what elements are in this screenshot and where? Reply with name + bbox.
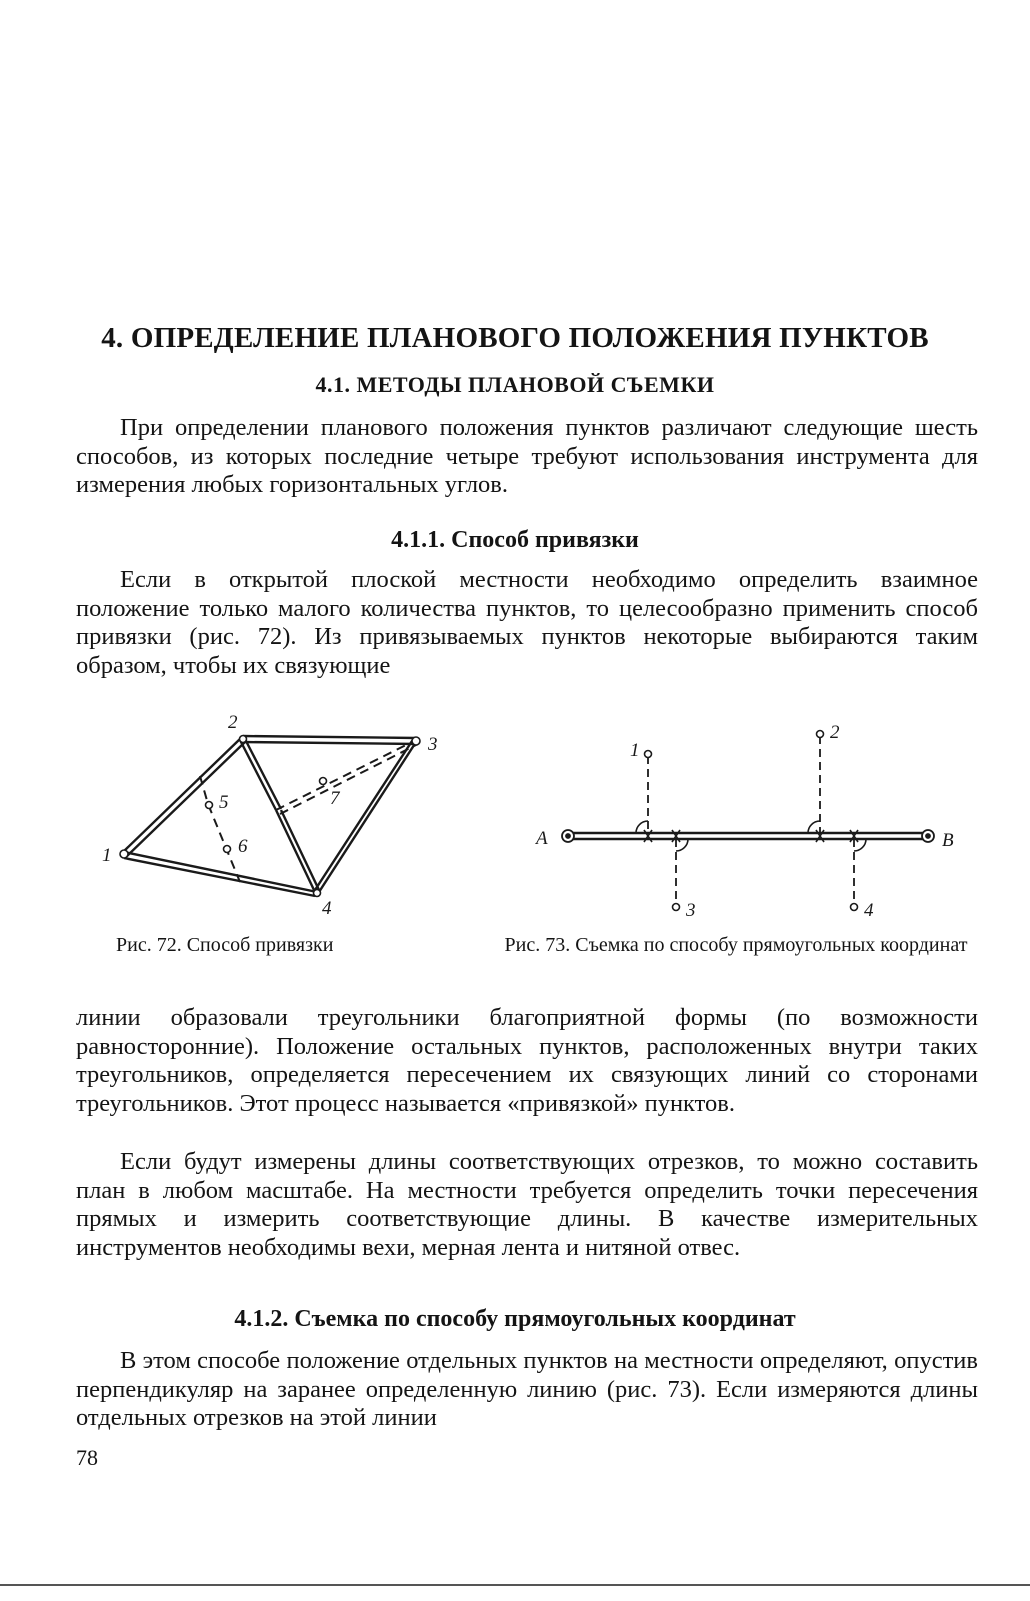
fig72-dashed-lines: [200, 740, 418, 882]
line-A-B: [572, 833, 924, 839]
fig73-label-A: A: [536, 828, 548, 849]
point-1: [645, 751, 652, 758]
figure-72: [100, 706, 460, 918]
cross-1: [644, 830, 652, 842]
point-6: [224, 846, 231, 853]
angle-4: [854, 839, 866, 851]
angle-3: [676, 839, 688, 851]
fig73-label-4: 4: [864, 900, 874, 921]
angle-2: [808, 821, 820, 833]
subsection-heading-binding: 4.1.1. Способ привязки: [391, 527, 639, 553]
figure-72-caption: Рис. 72. Способ привязки: [116, 934, 334, 956]
paragraph-triangles: линии образовали треугольники благоприятной формы (по возможности равносторонние). Положение остальных пунктов, расположенных внутри таких треугольников, определяется пересечением их связующих линий со сторонами треугольников. Этот процесс называется «привязкой» пунктов.: [76, 1004, 978, 1117]
point-2: [240, 736, 247, 743]
paragraph-binding-method: Если в открытой плоской местности необходимо определить взаимное положение только малого количества пунктов, то целесообразно применить способ привязки (рис. 72). Из привязываемых пунктов некоторые выбираются таким образом, чтобы их связующие: [76, 566, 978, 679]
point-A-center: [566, 834, 570, 838]
figure-72-drawing: [100, 706, 460, 918]
fig73-perpendiculars: [648, 736, 854, 904]
line-mid-4: [276, 810, 319, 890]
angle-1: [636, 821, 648, 833]
paragraph-measurement: Если будут измерены длины соответствующих отрезков, то можно составить план в любом масштабе. На местности требуется определить точки пересечения прямых и измерить соответствующие длины. В качестве измерительных инструментов необходимы вехи, мерная лента и нитяной отвес.: [76, 1148, 978, 1261]
fig73-label-2: 2: [830, 722, 840, 743]
chapter-heading: 4. ОПРЕДЕЛЕНИЕ ПЛАНОВОГО ПОЛОЖЕНИЯ ПУНКТОВ: [101, 322, 929, 354]
figure-73: [532, 716, 972, 922]
paragraph-intro: При определении планового положения пунктов различают следующие шесть способов, из которых последние четыре требуют использования инструмента для измерения любых горизонтальных углов.: [76, 414, 978, 499]
dashed-mid-3: [276, 740, 418, 814]
fig73-labels: [534, 722, 954, 921]
point-4: [314, 890, 321, 897]
point-5: [206, 802, 213, 809]
bottom-edge-line: [0, 1584, 1030, 1586]
fig72-label-7: 7: [330, 788, 340, 809]
point-7: [320, 778, 327, 785]
line-3-4: [315, 738, 418, 892]
fig72-label-6: 6: [238, 836, 248, 857]
fig73-end-points: [562, 830, 934, 842]
fig72-label-2: 2: [228, 712, 238, 733]
fig73-label-1: 1: [630, 740, 640, 761]
figure-73-caption: Рис. 73. Съемка по способу прямоугольных координат: [504, 934, 968, 956]
subsection-heading-coordinates: 4.1.2. Съемка по способу прямоугольных координат: [234, 1306, 796, 1332]
fig72-solid-lines: [123, 736, 418, 896]
point-2: [817, 731, 824, 738]
line-2-mid: [240, 739, 281, 810]
fig72-label-4: 4: [322, 898, 332, 918]
point-4: [851, 904, 858, 911]
section-heading: 4.1. МЕТОДЫ ПЛАНОВОЙ СЪЕМКИ: [315, 372, 715, 397]
fig72-label-3: 3: [428, 734, 438, 755]
paragraph-coordinates-method: В этом способе положение отдельных пунктов на местности определяют, опустив перпендикуляр на заранее определенную линию (рис. 73). Если измеряются длины отдельных отрезков на этой линии: [76, 1347, 978, 1432]
fig73-label-B: B: [942, 830, 954, 851]
point-3: [673, 904, 680, 911]
point-B-center: [926, 834, 930, 838]
fig73-label-3: 3: [686, 900, 696, 921]
page-number: 78: [76, 1445, 98, 1470]
figure-73-drawing: [532, 716, 972, 922]
line-2-3: [243, 736, 417, 744]
fig72-label-1: 1: [102, 845, 112, 866]
fig72-label-5: 5: [219, 792, 229, 813]
point-3: [412, 737, 420, 745]
line-1-4: [124, 852, 317, 896]
fig73-base-line: [572, 833, 924, 839]
fig73-right-angles: [636, 821, 866, 851]
point-1: [120, 850, 128, 858]
